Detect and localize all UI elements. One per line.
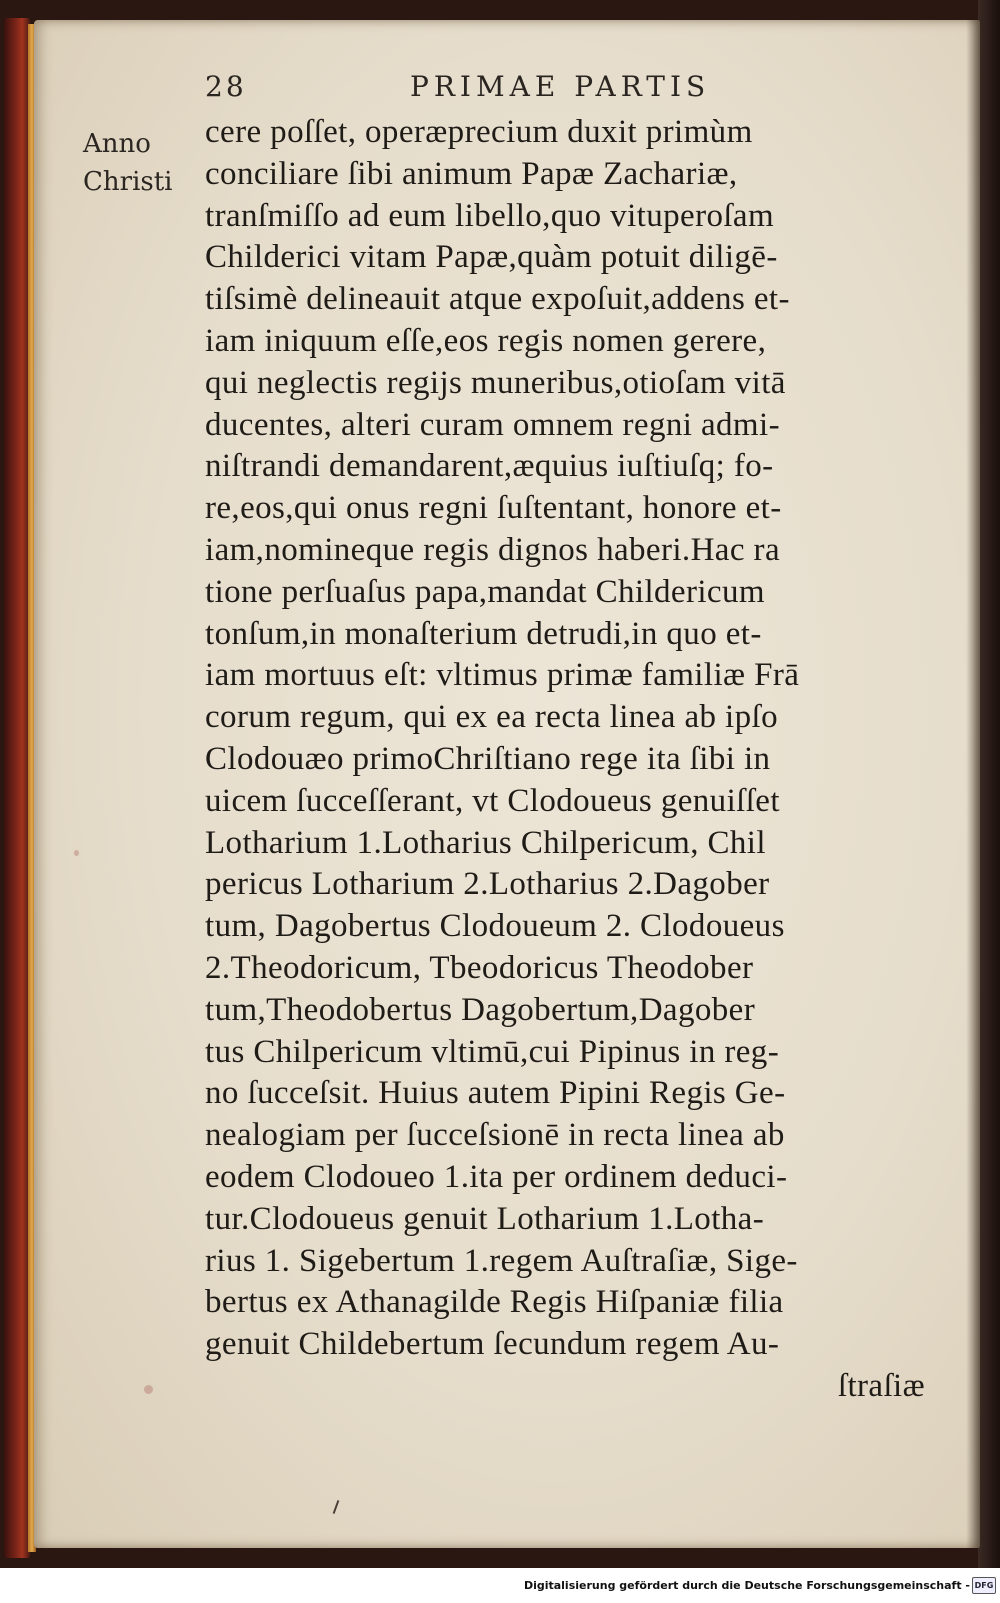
running-head [205, 70, 765, 110]
text-line: conciliare ſibi animum Papæ Zachariæ, [205, 155, 738, 192]
digitization-credit: Digitalisierung gefördert durch die Deutsche Forschungsgemeinschaft - [523, 1579, 970, 1592]
running-title: PRIMAE PARTIS [410, 70, 711, 103]
margin-note [83, 125, 173, 201]
text-line: iam iniquum eſſe,eos regis nomen gerere, [205, 322, 767, 359]
page-stain [74, 850, 79, 856]
text-line: bertus ex Athanagilde Regis Hiſpaniæ filia [205, 1284, 784, 1321]
text-line: Lotharium 1.Lotharius Chilpericum, Chil [205, 824, 766, 861]
text-line: iam mortuus eſt: vltimus primæ familiæ Frā [205, 657, 800, 694]
text-line: tonſum,in monaſterium detrudi,in quo et- [205, 615, 762, 652]
text-line: tione perſuaſus papa,mandat Childericum [205, 573, 765, 610]
text-line: Clodouæo primoChriſtiano rege ita ſibi in [205, 740, 771, 777]
catchword: ſtraſiæ [837, 1367, 925, 1404]
body-text [205, 112, 935, 1408]
text-line: uicem ſucceſſerant, vt Clodoueus genuiſſet [205, 782, 780, 819]
text-line: pericus Lotharium 2.Lotharius 2.Dagober [205, 866, 770, 903]
footer-bar [0, 1568, 1000, 1603]
text-line: rius 1. Sigebertum 1.regem Auſtraſiæ, Sige- [205, 1242, 798, 1279]
text-line: ducentes, alteri curam omnem regni admi- [205, 406, 780, 443]
text-line: eodem Clodoueo 1.ita per ordinem deduci- [205, 1158, 788, 1195]
margin-note-line: Christi [83, 167, 173, 197]
margin-note-line: Anno [83, 129, 151, 159]
text-line: tur.Clodoueus genuit Lotharium 1.Lotha- [205, 1200, 765, 1237]
text-line: iam,nomineque regis dignos haberi.Hac ra [205, 531, 780, 568]
text-line: tus Chilpericum vltimū,cui Pipinus in reg- [205, 1033, 780, 1070]
dfg-logo-icon: DFG [972, 1577, 996, 1594]
text-line: tum, Dagobertus Clodoueum 2. Clodoueus [205, 908, 785, 945]
text-line: Childerici vitam Papæ,quàm potuit diligē- [205, 239, 778, 276]
text-line: niſtrandi demandarent,æquius iuſtiuſq; fo- [205, 448, 774, 485]
page-stain [144, 1385, 153, 1394]
text-line: corum regum, qui ex ea recta linea ab ipſo [205, 699, 778, 736]
text-line: qui neglectis regijs muneribus,otioſam vitā [205, 364, 786, 401]
book-spine-edge [4, 18, 30, 1558]
text-line: cere poſſet, operæprecium duxit primùm [205, 114, 753, 150]
text-line: tum,Theodobertus Dagobertum,Dagober [205, 991, 756, 1028]
text-line: nealogiam per ſucceſsionē in recta linea ab [205, 1117, 785, 1154]
text-line: tiſsimè delineauit atque expoſuit,addens et- [205, 281, 790, 318]
right-page-edge [978, 0, 1000, 1568]
text-line: tranſmiſſo ad eum libello,quo vituperoſam [205, 197, 775, 234]
text-line: re,eos,qui onus regni ſuſtentant, honore et- [205, 490, 782, 527]
page-number: 28 [205, 70, 247, 103]
text-line: genuit Childebertum ſecundum regem Au- [205, 1326, 780, 1363]
text-line: 2.Theodoricum, Tbeodoricus Theodober [205, 949, 754, 986]
text-line: no ſucceſsit. Huius autem Pipini Regis Ge- [205, 1075, 786, 1112]
